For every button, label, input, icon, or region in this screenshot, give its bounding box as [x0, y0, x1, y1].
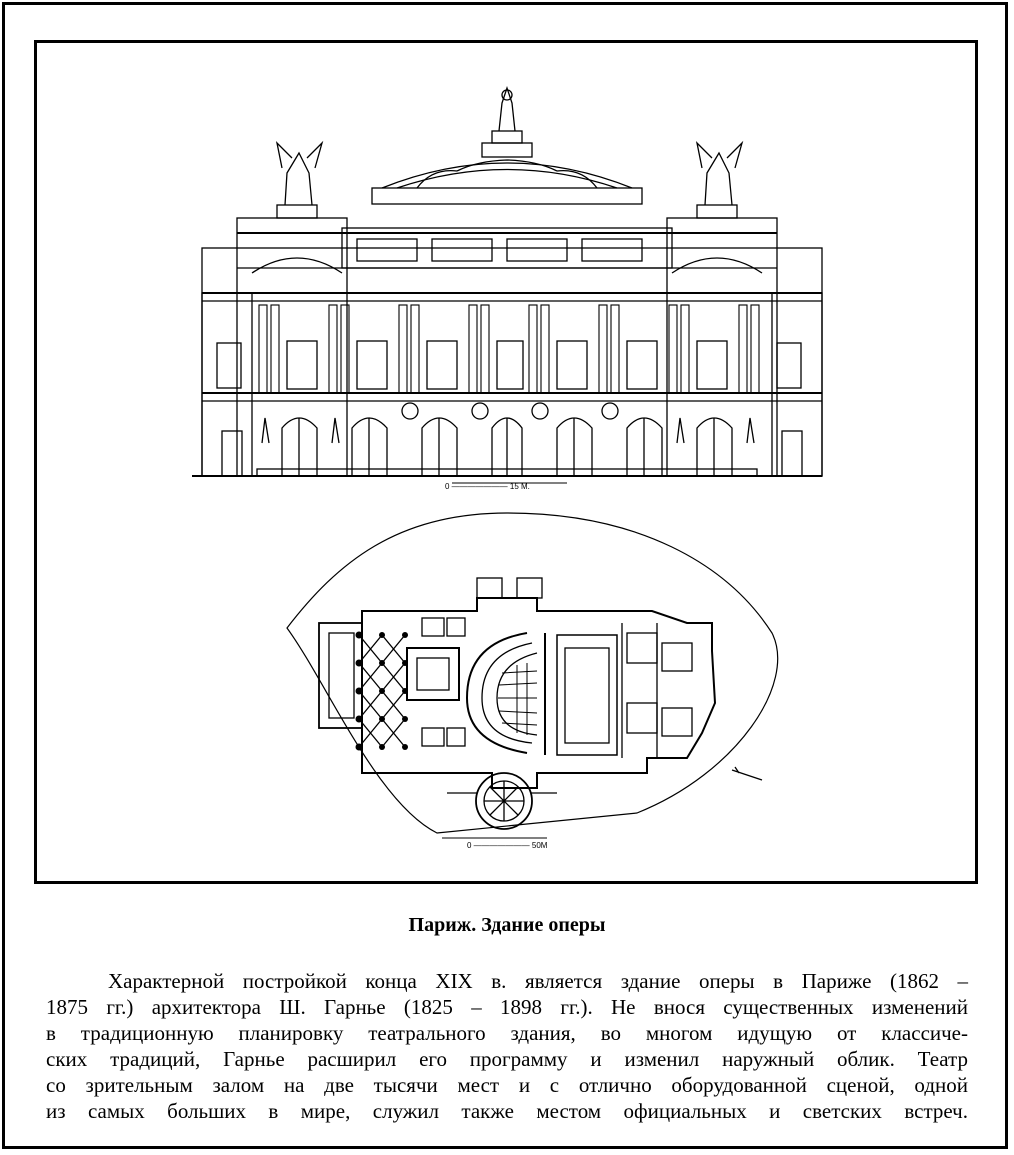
paragraph-line: со зрительным залом на две тысячи мест и с отлично оборудованной сценой, одной — [46, 1073, 968, 1097]
paragraph-line: из самых больших в мире, служил также местом официальных и светских встреч. — [46, 1099, 968, 1123]
paragraph-line: ских традиций, Гарнье расширил его программу и изменил наружный облик. Театр — [46, 1047, 968, 1071]
paragraph-line: 1875 гг.) архитектора Ш. Гарнье (1825 – 1898 гг.). Не внося существенных изменений — [46, 995, 968, 1019]
figure-caption: Париж. Здание оперы — [408, 914, 606, 936]
opera-drawing — [37, 43, 975, 881]
body-paragraph — [46, 968, 968, 1124]
paragraph-line: в традиционную планировку театрального здания, во многом идущую от классиче- — [46, 1021, 968, 1045]
facade-scale-label: 0 ——————— 15 М. — [445, 482, 530, 491]
paragraph-line: Характерной постройкой конца XIX в. является здание оперы в Париже (1862 – — [108, 969, 968, 993]
plan-scale-label: 0 ——————— 50М — [467, 841, 548, 850]
floor-plan — [287, 513, 778, 838]
facade-elevation — [192, 88, 822, 483]
figure-frame — [34, 40, 978, 884]
